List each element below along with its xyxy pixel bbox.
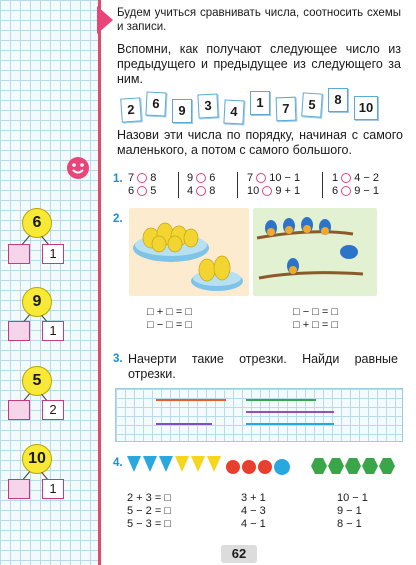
composition-part: 1 [42,321,64,341]
number-card: 9 [172,99,192,123]
empty-box [8,479,30,499]
expression: 8 − 1 [337,518,362,530]
order-task-text: Назови эти числа по порядку, начиная с самого маленького, а потом с самого большого. [117,128,403,157]
composition-top: 9 [22,287,52,317]
compare-circle[interactable] [196,173,206,183]
segments-grid [115,388,403,442]
composition-part: 1 [42,244,64,264]
composition-top: 6 [22,208,52,238]
page-number: 62 [221,545,257,563]
compare-circle[interactable] [341,186,351,196]
empty-box [8,244,30,264]
compare-circle[interactable] [137,186,147,196]
expression: 2 + 3 = □ [127,492,171,504]
compare-circle[interactable] [262,186,272,196]
compare-circle[interactable] [137,173,147,183]
expression: 4 − 3 [241,505,266,517]
smiley-icon [66,156,90,180]
empty-box [8,321,30,341]
task-number: 1. [113,173,123,185]
comparison-column: 7 10 − 1 10 9 + 1 [247,172,301,197]
expression: □ − □ = □ [147,319,193,331]
compare-circle[interactable] [196,186,206,196]
expression: 9 − 1 [337,505,362,517]
triangles-figures [127,456,223,476]
expression-list [241,492,266,531]
number-card: 6 [145,91,166,116]
number-card: 10 [354,96,378,120]
expression: 5 − 3 = □ [127,518,171,530]
pears-picture [129,208,249,296]
textbook-page [101,0,416,565]
hexagons-figures [307,456,397,476]
expression: 3 + 1 [241,492,266,504]
empty-box [8,400,30,420]
composition-top: 5 [22,366,52,396]
comparison-column: 1 4 − 2 6 9 − 1 [332,172,380,197]
task-number: 4. [113,457,123,469]
expression: 10 − 1 [337,492,368,504]
number-card: 1 [250,91,270,115]
number-cards [121,88,383,128]
number-card: 8 [328,88,348,112]
expression-list [127,492,171,531]
segment [156,399,226,401]
comparison-column: 9 6 4 8 [187,172,216,197]
composition-part: 2 [42,400,64,420]
circles-figures [225,458,295,476]
compare-circle[interactable] [256,173,266,183]
composition-part: 1 [42,479,64,499]
task-number: 2. [113,213,123,225]
comparison-column: 7 8 6 5 [128,172,157,197]
segment [246,411,334,413]
expression: □ + □ = □ [147,306,193,318]
number-card: 2 [120,97,142,122]
composition-top: 10 [22,444,52,474]
recall-text: Вспомни, как получают следующее число из предыдущего и предыдущее из следующего за ним. [117,42,401,86]
segment [246,399,316,401]
expression: 5 − 2 = □ [127,505,171,517]
expression-list [337,492,368,531]
expression: □ + □ = □ [293,319,339,331]
expression-list [147,306,192,332]
compare-circle[interactable] [341,173,351,183]
birds-picture [253,208,377,296]
number-card: 4 [223,99,244,124]
task3-text: Начерти такие отрезки. Найди равные отрезки. [128,352,398,381]
segment [156,423,212,425]
segment [246,423,334,425]
expression: □ − □ = □ [293,306,339,318]
number-card: 7 [276,97,297,122]
task-number: 3. [113,353,123,365]
expression-list [293,306,338,332]
number-card: 3 [197,93,218,118]
pink-triangle-marker [97,6,113,34]
intro-line: Будем учиться сравнивать числа, соотносить схемы и записи. [117,7,401,33]
expression: 4 − 1 [241,518,266,530]
number-card: 5 [301,92,323,117]
